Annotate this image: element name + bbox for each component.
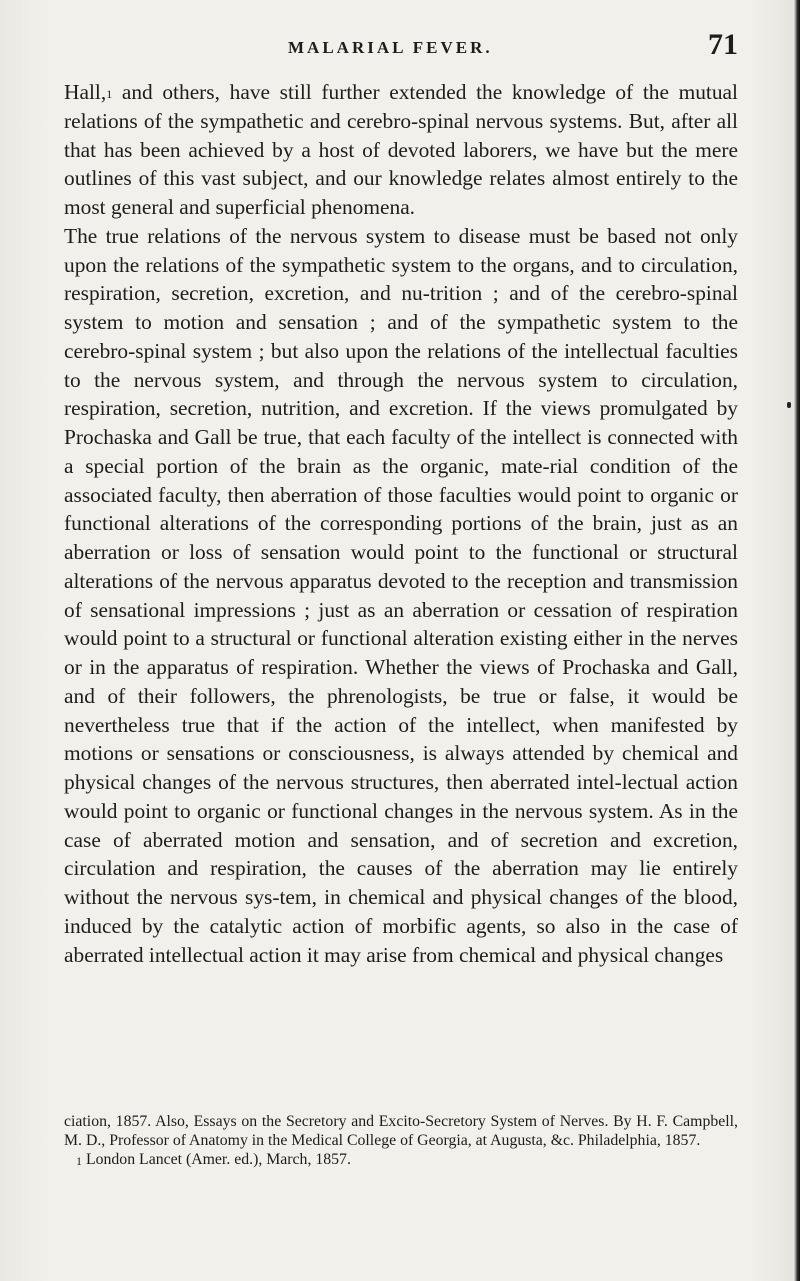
footnote-1 xyxy=(64,1150,738,1169)
page-number: 71 xyxy=(708,28,738,61)
paragraph-2: The true relations of the nervous system to disease must be based not only upon the relations of the sympathetic system to the organs, and to circulation, respiration, secretion, excretion, and nu-trition ; and of the cerebro-spinal system to motion and sensation ; and of the sympathetic system to the cerebro-spinal system ; but also upon the relations of the intellectual faculties to the nervous system, and through the nervous system to circulation, respiration, secretion, nutrition, and excretion. If the views promulgated by Prochaska and Gall be true, that each faculty of the intellect is connected with a special portion of the brain as the organic, mate-rial condition of the associated faculty, then aberration of those faculties would point to organic or functional alterations of the corresponding portions of the brain, just as an aberration or loss of sensation would point to the functional or structural alterations of the nervous apparatus devoted to the reception and transmission of sensational impressions ; just as an aberration or cessation of respiration would point to a structural or functional alteration existing either in the nerves or in the apparatus of respiration. Whether the views of Prochaska and Gall, and of their followers, the phrenologists, be true or false, it would be nevertheless true that if the action of the intellect, when manifested by motions or sensations or consciousness, is always attended by chemical and physical changes of the nervous structures, then aberrated intel-lectual action would point to organic or functional changes in the nervous system. As in the case of aberrated motion and sensation, and of secretion and excretion, circulation and respiration, the causes of the aberration may lie entirely without the nervous sys-tem, in chemical and physical changes of the blood, induced by the catalytic action of morbific agents, so also in the case of aberrated intellectual action it may arise from chemical and physical changes xyxy=(64,223,738,967)
footnote-continued: ciation, 1857. Also, Essays on the Secretory and Excito-Secretory System of Nerves. By H. F. Campbell, M. D., Professor of Anatomy in the Medical College of Georgia, at Augusta, &c. Philadelphia, 1857. xyxy=(64,1113,738,1150)
footnote-ref-1: 1 xyxy=(106,87,113,101)
page-header xyxy=(60,28,740,74)
paragraph-1 xyxy=(64,78,738,222)
paragraph-1-text: and others, have still further extended the knowledge of the mutual relations of the sympathetic and cerebro-spinal nervous systems. But, after all that has been achieved by a host of devoted laborers, we have but the mere outlines of this vast subject, and our knowledge relates almost entirely to the most general and superficial phenomena. xyxy=(64,80,738,219)
paragraph-1-lead: Hall, xyxy=(64,80,107,104)
page-edge-shadow xyxy=(794,0,800,1281)
footnote-1-marker: 1 xyxy=(76,1154,82,1169)
footnotes xyxy=(64,1112,738,1170)
ink-speck xyxy=(787,402,791,408)
running-title: MALARIAL FEVER. xyxy=(288,38,493,57)
body-text xyxy=(64,78,738,969)
footnote-1-text: London Lancet (Amer. ed.), March, 1857. xyxy=(82,1151,351,1169)
